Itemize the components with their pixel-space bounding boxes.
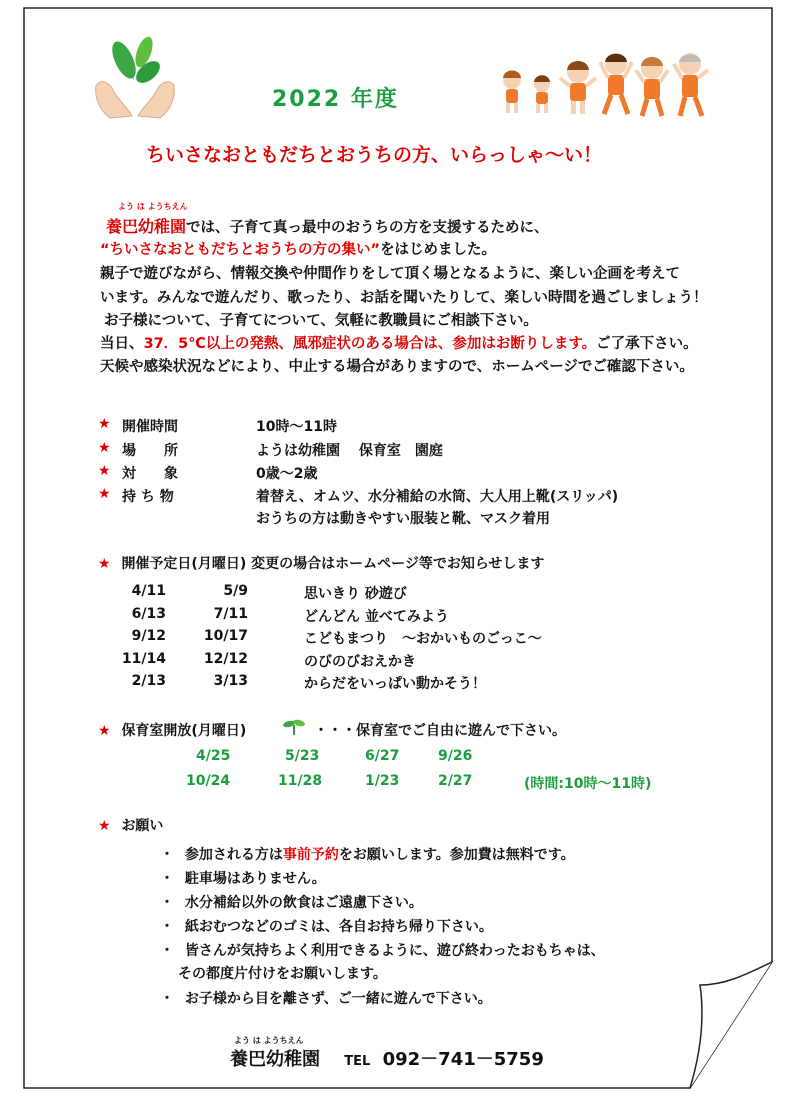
kinder-name: 養巴幼稚園 bbox=[106, 217, 187, 236]
intro-line-3: 親子で遊びながら、情報交換や仲間作りをして頂く場となるように、楽しい企画を考えて bbox=[100, 266, 680, 282]
open-date: 2/27 bbox=[438, 773, 473, 789]
open-date: 11/28 bbox=[278, 773, 323, 789]
bullet-icon: ・ bbox=[160, 847, 174, 863]
intro-line-6-b: ご了承下さい。 bbox=[596, 336, 698, 352]
star-icon: ★ bbox=[98, 556, 111, 572]
schedule-date-2: 12/12 bbox=[203, 651, 248, 667]
intro-line-7: 天候や感染状況などにより、中止する場合がありますので、ホームページでご確認下さい。 bbox=[100, 359, 694, 375]
open-room-header bbox=[98, 720, 246, 740]
tel-label: TEL bbox=[344, 1054, 371, 1069]
footer-ruby: よう は ようちえん bbox=[234, 1036, 304, 1045]
sprout-icon bbox=[282, 716, 306, 736]
schedule-date-1: 6/13 bbox=[131, 606, 166, 622]
schedule-date-2: 3/13 bbox=[213, 673, 248, 689]
request-text-b: をお願いします。参加費は無料です。 bbox=[338, 847, 575, 863]
request-item bbox=[160, 916, 493, 936]
info-value: ようは幼稚園 保育室 園庭 bbox=[256, 443, 443, 459]
request-text: 水分補給以外の飲食はご遠慮下さい。 bbox=[184, 895, 423, 911]
info-extra: おうちの方は動きやすい服装と靴、マスク着用 bbox=[256, 511, 550, 527]
schedule-date-2: 5/9 bbox=[223, 583, 248, 599]
info-row bbox=[98, 463, 318, 482]
schedule-header bbox=[98, 553, 544, 573]
intro-line-2 bbox=[100, 238, 496, 259]
info-value: 着替え、オムツ、水分補給の水筒、大人用上靴(スリッパ) bbox=[256, 489, 619, 505]
schedule-event: どんどん 並べてみよう bbox=[304, 609, 449, 625]
schedule-event: 思いきり 砂遊び bbox=[304, 586, 407, 602]
schedule-date-1: 2/13 bbox=[131, 673, 166, 689]
info-value: 0歳～2歳 bbox=[256, 466, 318, 482]
open-room-title: 保育室開放(月曜日) bbox=[121, 723, 247, 739]
info-label: 持 ち 物 bbox=[122, 489, 174, 505]
star-icon: ★ bbox=[98, 486, 111, 502]
star-icon: ★ bbox=[98, 723, 111, 739]
info-row bbox=[98, 440, 443, 459]
event-name: “ちいさなおともだちとおうちの方の集い” bbox=[100, 242, 381, 258]
intro-line-1 bbox=[106, 214, 549, 237]
footer bbox=[230, 1045, 544, 1071]
request-item bbox=[160, 940, 605, 960]
info-row bbox=[98, 416, 337, 435]
bullet-icon: ・ bbox=[160, 895, 174, 911]
open-date: 10/24 bbox=[186, 773, 231, 789]
bullet-icon: ・ bbox=[160, 991, 174, 1007]
footer-kinder-name: 養巴幼稚園 bbox=[230, 1049, 320, 1070]
intro-line-5: お子様について、子育てについて、気軽に教職員にご相談下さい。 bbox=[104, 313, 538, 329]
info-row bbox=[98, 486, 619, 505]
star-icon: ★ bbox=[98, 463, 111, 479]
intro-line-2-text: をはじめました。 bbox=[380, 242, 497, 258]
request-item bbox=[160, 988, 492, 1008]
schedule-event: からだをいっぱい動かそう！ bbox=[304, 676, 486, 692]
info-label: 対 象 bbox=[122, 466, 178, 482]
request-text: お子様から目を離さず、ご一緒に遊んで下さい。 bbox=[184, 991, 492, 1007]
schedule-event: のびのびおえかき bbox=[304, 654, 416, 670]
open-time: (時間:10時～11時) bbox=[524, 776, 652, 792]
advance-reservation: 事前予約 bbox=[282, 847, 339, 863]
children-exercise-icon bbox=[498, 48, 718, 120]
intro-line-6 bbox=[100, 332, 698, 353]
request-text: 皆さんが気持ちよく利用できるように、遊び終わったおもちゃは、 bbox=[184, 943, 605, 959]
request-item-continued: その都度片付けをお願いします。 bbox=[178, 966, 387, 982]
star-icon: ★ bbox=[98, 416, 111, 432]
kinder-ruby: よう は ようちえん bbox=[118, 202, 188, 211]
requests-header bbox=[98, 815, 163, 835]
open-date: 5/23 bbox=[285, 748, 320, 764]
year-title: 2022 年度 bbox=[272, 87, 399, 112]
request-text: 紙おむつなどのゴミは、各自お持ち帰り下さい。 bbox=[184, 919, 493, 935]
info-label: 開催時間 bbox=[122, 419, 178, 435]
schedule-date-2: 7/11 bbox=[213, 606, 248, 622]
info-label: 場 所 bbox=[122, 443, 178, 459]
intro-line-1-text: では、子育て真っ最中のおうちの方を支援するために、 bbox=[186, 220, 549, 236]
star-icon: ★ bbox=[98, 818, 111, 834]
tel-number: 092－741－5759 bbox=[382, 1049, 544, 1070]
open-date: 1/23 bbox=[365, 773, 400, 789]
open-date: 4/25 bbox=[196, 748, 231, 764]
headline: ちいさなおともだちとおうちの方、いらっしゃ～い！ bbox=[146, 144, 603, 166]
intro-line-4: います。みんなで遊んだり、歌ったり、お話を聞いたりして、楽しい時間を過ごしましょう！ bbox=[100, 290, 708, 306]
intro-line-6-a: 当日、 bbox=[100, 336, 144, 352]
bullet-icon: ・ bbox=[160, 919, 174, 935]
request-item bbox=[160, 892, 423, 912]
requests-title: お願い bbox=[121, 818, 164, 834]
schedule-date-1: 11/14 bbox=[121, 651, 166, 667]
schedule-event: こどもまつり ～おかいものごっこ～ bbox=[304, 631, 542, 647]
open-room-desc: ・・・保育室でご自由に遊んで下さい。 bbox=[314, 723, 566, 739]
request-item bbox=[160, 868, 326, 888]
schedule-date-1: 9/12 bbox=[131, 628, 166, 644]
star-icon: ★ bbox=[98, 440, 111, 456]
open-date: 9/26 bbox=[438, 748, 473, 764]
bullet-icon: ・ bbox=[160, 943, 174, 959]
schedule-title: 開催予定日(月曜日) 変更の場合はホームページ等でお知らせします bbox=[121, 556, 545, 572]
request-item bbox=[160, 844, 575, 864]
schedule-date-2: 10/17 bbox=[203, 628, 248, 644]
fever-warning: 37．5℃以上の発熱、風邪症状のある場合は、参加はお断りします。 bbox=[143, 336, 597, 352]
info-value: 10時～11時 bbox=[256, 419, 337, 435]
request-text-a: 参加される方は bbox=[184, 847, 283, 863]
bullet-icon: ・ bbox=[160, 871, 174, 887]
open-date: 6/27 bbox=[365, 748, 400, 764]
request-text: 駐車場はありません。 bbox=[184, 871, 326, 887]
schedule-date-1: 4/11 bbox=[131, 583, 166, 599]
hands-sprout-icon bbox=[92, 36, 178, 120]
